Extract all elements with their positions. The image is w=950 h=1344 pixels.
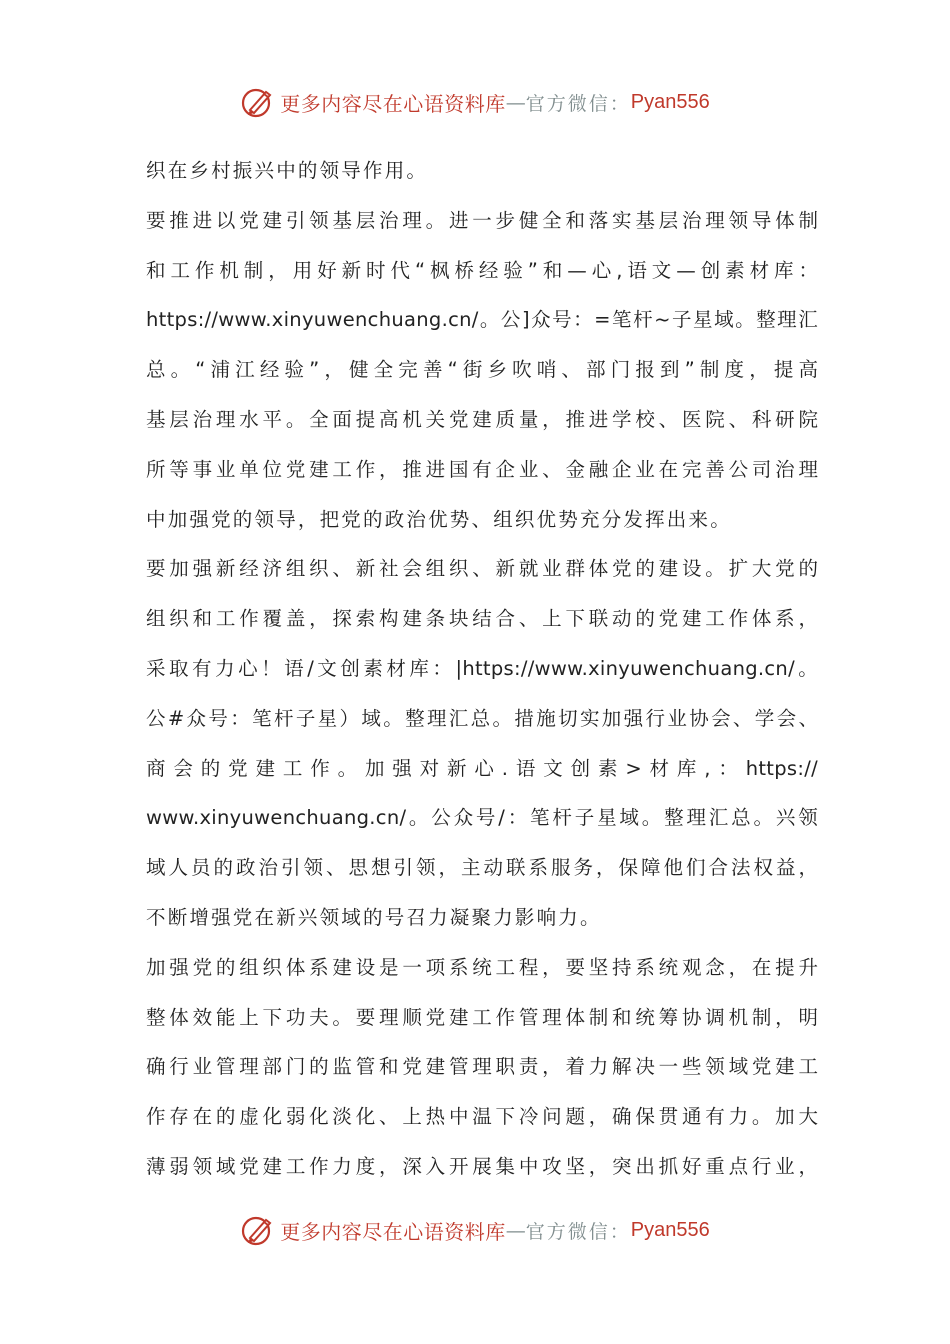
text-line: 采取有力心！语/文创素材库：|https://www.xinyuwenchuang.cn/。 — [146, 656, 818, 680]
text-line: 域人员的政治引领、思想引领，主动联系服务，保障他们合法权益， — [146, 856, 818, 880]
banner-wechat-id: Pyan556 — [630, 90, 710, 113]
pen-logo-icon — [240, 84, 276, 120]
text-line: 中加强党的领导，把党的政治优势、组织优势充分发挥出来。 — [146, 507, 732, 531]
text-line: 要推进以党建引领基层治理。进一步健全和落实基层治理领导体制 — [146, 208, 818, 232]
text-line: 基层治理水平。全面提高机关党建质量，推进学校、医院、科研院 — [146, 407, 818, 431]
footer-banner — [0, 1210, 950, 1250]
banner-wechat-label: 官方微信： — [525, 1220, 631, 1243]
banner-wechat-label: 官方微信： — [525, 92, 631, 115]
text-line: https://www.xinyuwenchuang.cn/。公]众号：=笔杆~子星域。整理汇 — [146, 308, 818, 332]
text-line: 总。“浦江经验”，健全完善“街乡吹哨、部门报到”制度，提高 — [146, 358, 818, 382]
text-line: 公#众号：笔杆子星）域。整理汇总。措施切实加强行业协会、学会、 — [146, 706, 818, 730]
banner-title: 更多内容尽在心语资料库 — [280, 1219, 506, 1244]
text-line: 薄弱领域党建工作力度，深入开展集中攻坚，突出抓好重点行业， — [146, 1154, 818, 1178]
text-line: 织在乡村振兴中的领导作用。 — [146, 159, 429, 182]
text-line: 加强党的组织体系建设是一项系统工程，要坚持系统观念，在提升 — [146, 955, 818, 979]
text-line: 作存在的虚化弱化淡化、上热中温下冷问题，确保贯通有力。加大 — [146, 1105, 818, 1129]
banner-dash: — — [505, 90, 526, 114]
banner-dash: — — [505, 1218, 526, 1242]
text-line: 和工作机制，用好新时代“枫桥经验”和—心,语文—创素材库： — [146, 258, 818, 282]
text-line: 所等事业单位党建工作，推进国有企业、金融企业在完善公司治理 — [146, 457, 818, 481]
document-body — [146, 146, 818, 1192]
text-line: www.xinyuwenchuang.cn/。公众号/：笔杆子星域。整理汇总。兴领 — [146, 806, 818, 830]
text-line: 组织和工作覆盖，探索构建条块结合、上下联动的党建工作体系， — [146, 607, 818, 631]
text-line: 商会的党建工作。加强对新心.语文创素>材库,：https:// — [146, 756, 818, 780]
text-line: 整体效能上下功夫。要理顺党建工作管理体制和统筹协调机制，明 — [146, 1005, 818, 1029]
text-line: 确行业管理部门的监管和党建管理职责，着力解决一些领域党建工 — [146, 1055, 818, 1079]
text-line: 要加强新经济组织、新社会组织、新就业群体党的建设。扩大党的 — [146, 557, 818, 581]
pen-logo-icon — [240, 1212, 276, 1248]
banner-wechat-id: Pyan556 — [630, 1218, 710, 1241]
banner-title: 更多内容尽在心语资料库 — [280, 91, 506, 116]
text-line: 不断增强党在新兴领域的号召力凝聚力影响力。 — [146, 905, 602, 929]
header-banner — [0, 82, 950, 122]
